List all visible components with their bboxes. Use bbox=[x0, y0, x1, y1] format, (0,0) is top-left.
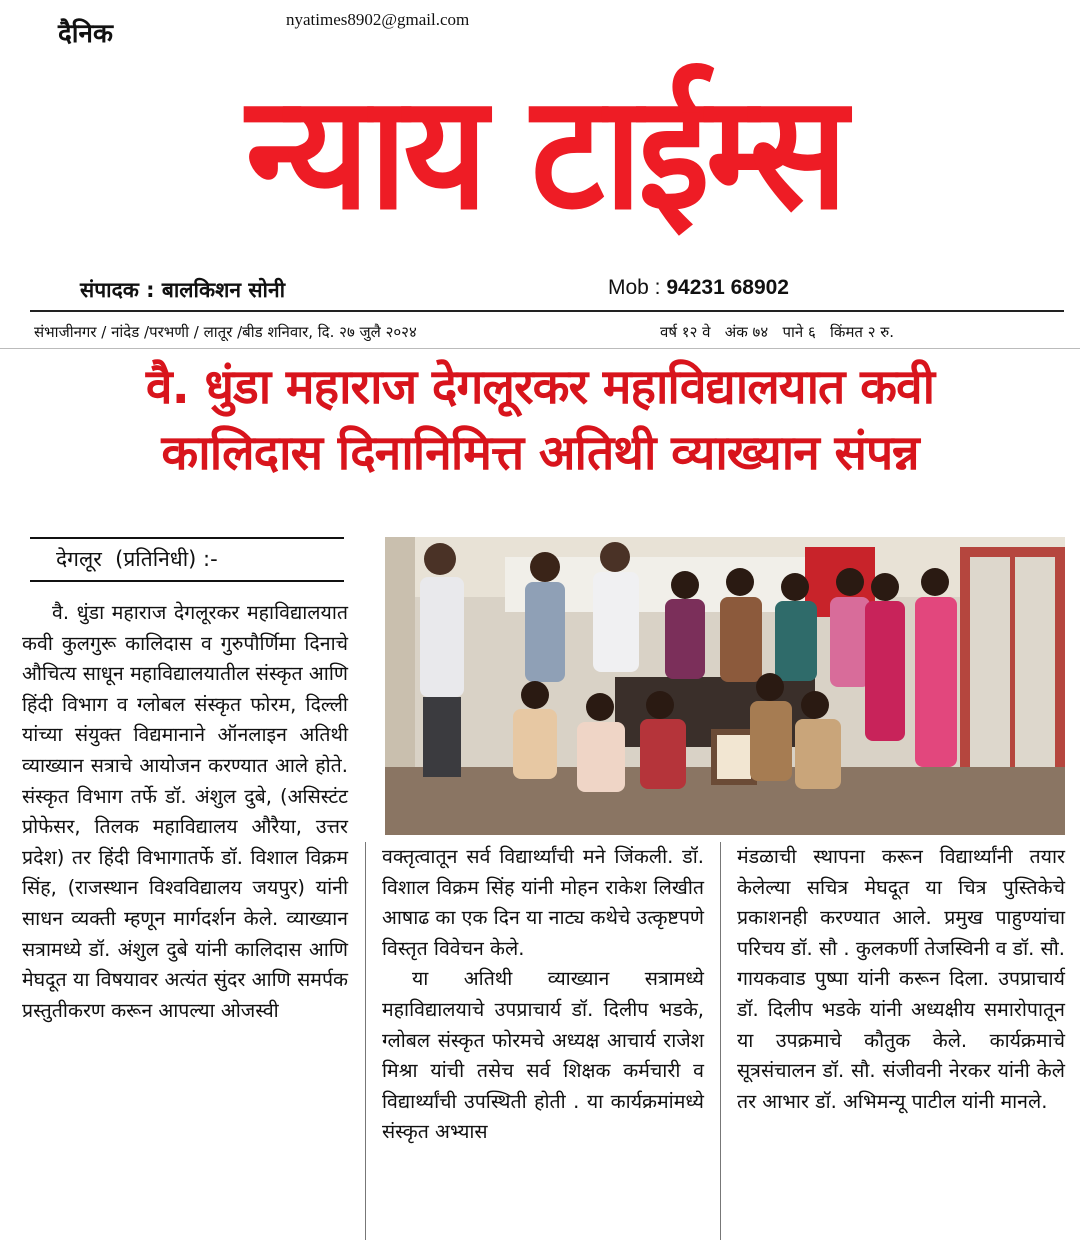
masthead-divider bbox=[30, 310, 1064, 312]
event-photo bbox=[385, 537, 1065, 835]
column-2-paragraph-1: वक्तृत्वातून सर्व विद्यार्थ्यांची मने जिंकली. डॉ. विशाल विक्रम सिंह यांनी मोहन राकेश लिखीत आषाढ का एक दिन या नाट्य कथेचे उत्कृष्टपणे विस्तृत विवेचन केले. bbox=[382, 845, 704, 960]
contact-email: nyatimes8902@gmail.com bbox=[286, 10, 470, 29]
issue-date: शनिवार, दि. २७ जुलै २०२४ bbox=[267, 323, 417, 341]
event-photo-image bbox=[385, 537, 1065, 835]
column-1-text: वै. धुंडा महाराज देगलूरकर महाविद्यालयात कवी कुलगुरू कालिदास व गुरुपौर्णिमा दिनाचे औचित्य साधून महाविद्यालयातील संस्कृत आणि हिंदी विभाग व ग्लोबल संस्कृत फोरम, दिल्ली यांच्या संयुक्त विद्यमानाने ऑनलाइन अतिथी व्याख्यान सत्राचे आयोजन करण्यात आले होते. संस्कृत विभाग तर्फे डॉ. अंशुल दुबे, (असिस्टंट प्रोफेसर, तिलक महाविद्यालय औरैया, उत्तर प्रदेश) तर हिंदी विभागातर्फे डॉ. विशाल विक्रम सिंह, (राजस्थान विश्वविद्यालय जयपुर) यांनी साधन व्यक्ती म्हणून मार्गदर्शन केले. व्याख्यान सत्रामध्ये डॉ. अंशुल दुबे यांनी कालिदास आणि मेघदूत या विषयावर अत्यंत सुंदर आणि समर्पक प्रस्तुतीकरण करून आपल्या ओजस्वी bbox=[22, 601, 348, 1022]
article-column-1 bbox=[22, 598, 348, 1026]
column-2-paragraph-2: या अतिथी व्याख्यान सत्रामध्ये महाविद्यालयाचे उपप्राचार्य डॉ. दिलीप भडके, ग्लोबल संस्कृत फोरमचे अध्यक्ष आचार्य राजेश मिश्रा यांची तसेच सर्व शिक्षक कर्मचारी व विद्यार्थ्यांची उपस्थिती होती . या कार्यक्रमांमध्ये संस्कृत अभ्यास bbox=[382, 967, 704, 1144]
mobile-label: Mob : bbox=[608, 276, 667, 299]
editor-line: संपादक : बालकिशन सोनी bbox=[80, 278, 286, 302]
mobile-number: 94231 68902 bbox=[666, 276, 789, 299]
column-3-text: मंडळाची स्थापना करून विद्यार्थ्यांनी तयार केलेल्या सचित्र मेघदूत या चित्र पुस्तिकेचे प्रकाशनही करण्यात आले. प्रमुख पाहुण्यांचा परिचय डॉ. सौ . कुलकर्णी तेजस्विनी व डॉ. सौ. गायकवाड पुष्पा यांनी करून दिला. उपप्राचार्य डॉ. दिलीप भडके यांनी अध्यक्षीय समारोपातून या उपक्रमाचे कौतुक केले. कार्यक्रमाचे सूत्रसंचालन डॉ. सौ. संजीवनी नेरकर यांनी केले तर आभार डॉ. अभिमन्यू पाटील यांनी मानले. bbox=[737, 845, 1065, 1113]
article-column-2 bbox=[382, 842, 704, 1148]
masthead-title: न्याय टाईम्स bbox=[245, 61, 845, 245]
issue-info: वर्ष १२ वे अंक ७४ पाने ६ किंमत २ रु. bbox=[660, 323, 895, 341]
mobile-line bbox=[608, 276, 789, 300]
byline-rule-top bbox=[30, 537, 344, 539]
dateline bbox=[34, 322, 1064, 342]
column-divider bbox=[720, 842, 721, 1240]
editions: संभाजीनगर / नांदेड /परभणी / लातूर /बीड bbox=[34, 323, 263, 341]
daily-label: दैनिक bbox=[58, 19, 113, 49]
byline-rule-bottom bbox=[30, 580, 344, 582]
column-divider bbox=[365, 842, 366, 1240]
page-divider bbox=[0, 348, 1080, 349]
headline-line-1: वै. धुंडा महाराज देगलूरकर महाविद्यालयात कवी bbox=[145, 359, 935, 415]
article-headline bbox=[20, 354, 1060, 486]
article-column-3 bbox=[737, 842, 1065, 1117]
headline-line-2: कालिदास दिनानिमित्त अतिथी व्याख्यान संपन्न bbox=[161, 425, 919, 481]
byline: देगलूर (प्रतिनिधी) :- bbox=[56, 547, 218, 571]
